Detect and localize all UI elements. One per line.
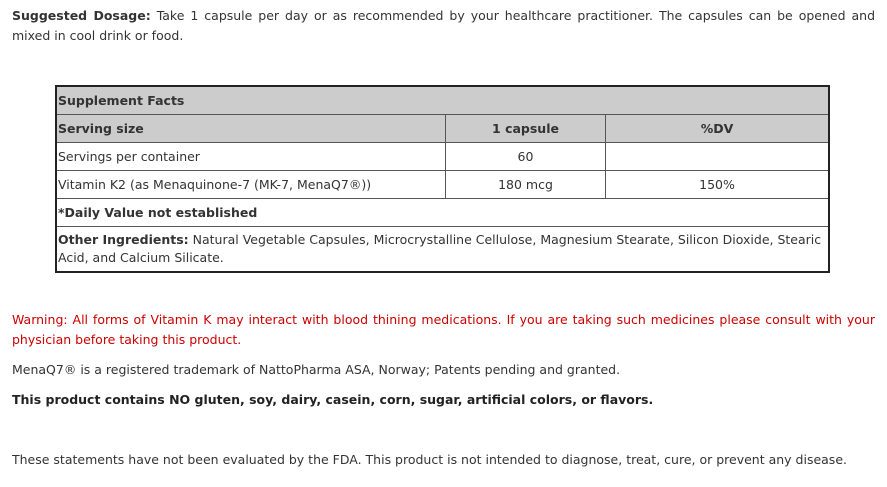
- footnote-row: [56, 199, 829, 227]
- table-row: [56, 143, 829, 171]
- other-ingredients-label: Other Ingredients:: [58, 232, 189, 247]
- table-row: [56, 171, 829, 199]
- supplement-facts-table: [55, 85, 830, 273]
- dosage-text: Take 1 capsule per day or as recommended by your healthcare practitioner. The capsules can be opened and mixed in cool drink or food.: [12, 8, 876, 43]
- allergen-statement: This product contains NO gluten, soy, dairy, casein, corn, sugar, artificial colors, or flavors.: [12, 392, 654, 407]
- serving-size-row: [56, 115, 829, 143]
- other-ingredients: [56, 227, 829, 273]
- dv-header: %DV: [606, 115, 830, 143]
- facts-title: Supplement Facts: [56, 86, 829, 115]
- row-amount: 180 mcg: [446, 171, 606, 199]
- row-dv: [606, 143, 830, 171]
- daily-value-footnote: *Daily Value not established: [56, 199, 829, 227]
- row-dv: 150%: [606, 171, 830, 199]
- row-label: Vitamin K2 (as Menaquinone-7 (MK-7, MenaQ7®)): [56, 171, 446, 199]
- suggested-dosage: [12, 6, 875, 46]
- dosage-label: Suggested Dosage:: [12, 8, 151, 23]
- vitamin-k-warning: Warning: All forms of Vitamin K may interact with blood thining medications. If you are taking such medicines please consult with your physician before taking this product.: [12, 312, 875, 347]
- serving-size-label: Serving size: [56, 115, 446, 143]
- other-ingredients-row: [56, 227, 829, 273]
- other-ingredients-text: Natural Vegetable Capsules, Microcrystalline Cellulose, Magnesium Stearate, Silicon Dioxide, Stearic Acid, and Calcium Silicate.: [58, 232, 822, 265]
- serving-size-amount: 1 capsule: [446, 115, 606, 143]
- fda-disclaimer: These statements have not been evaluated by the FDA. This product is not intended to diagnose, treat, cure, or prevent any disease.: [12, 452, 847, 467]
- facts-title-row: [56, 86, 829, 115]
- row-amount: 60: [446, 143, 606, 171]
- trademark-notice: MenaQ7® is a registered trademark of NattoPharma ASA, Norway; Patents pending and granted.: [12, 362, 621, 377]
- row-label: Servings per container: [56, 143, 446, 171]
